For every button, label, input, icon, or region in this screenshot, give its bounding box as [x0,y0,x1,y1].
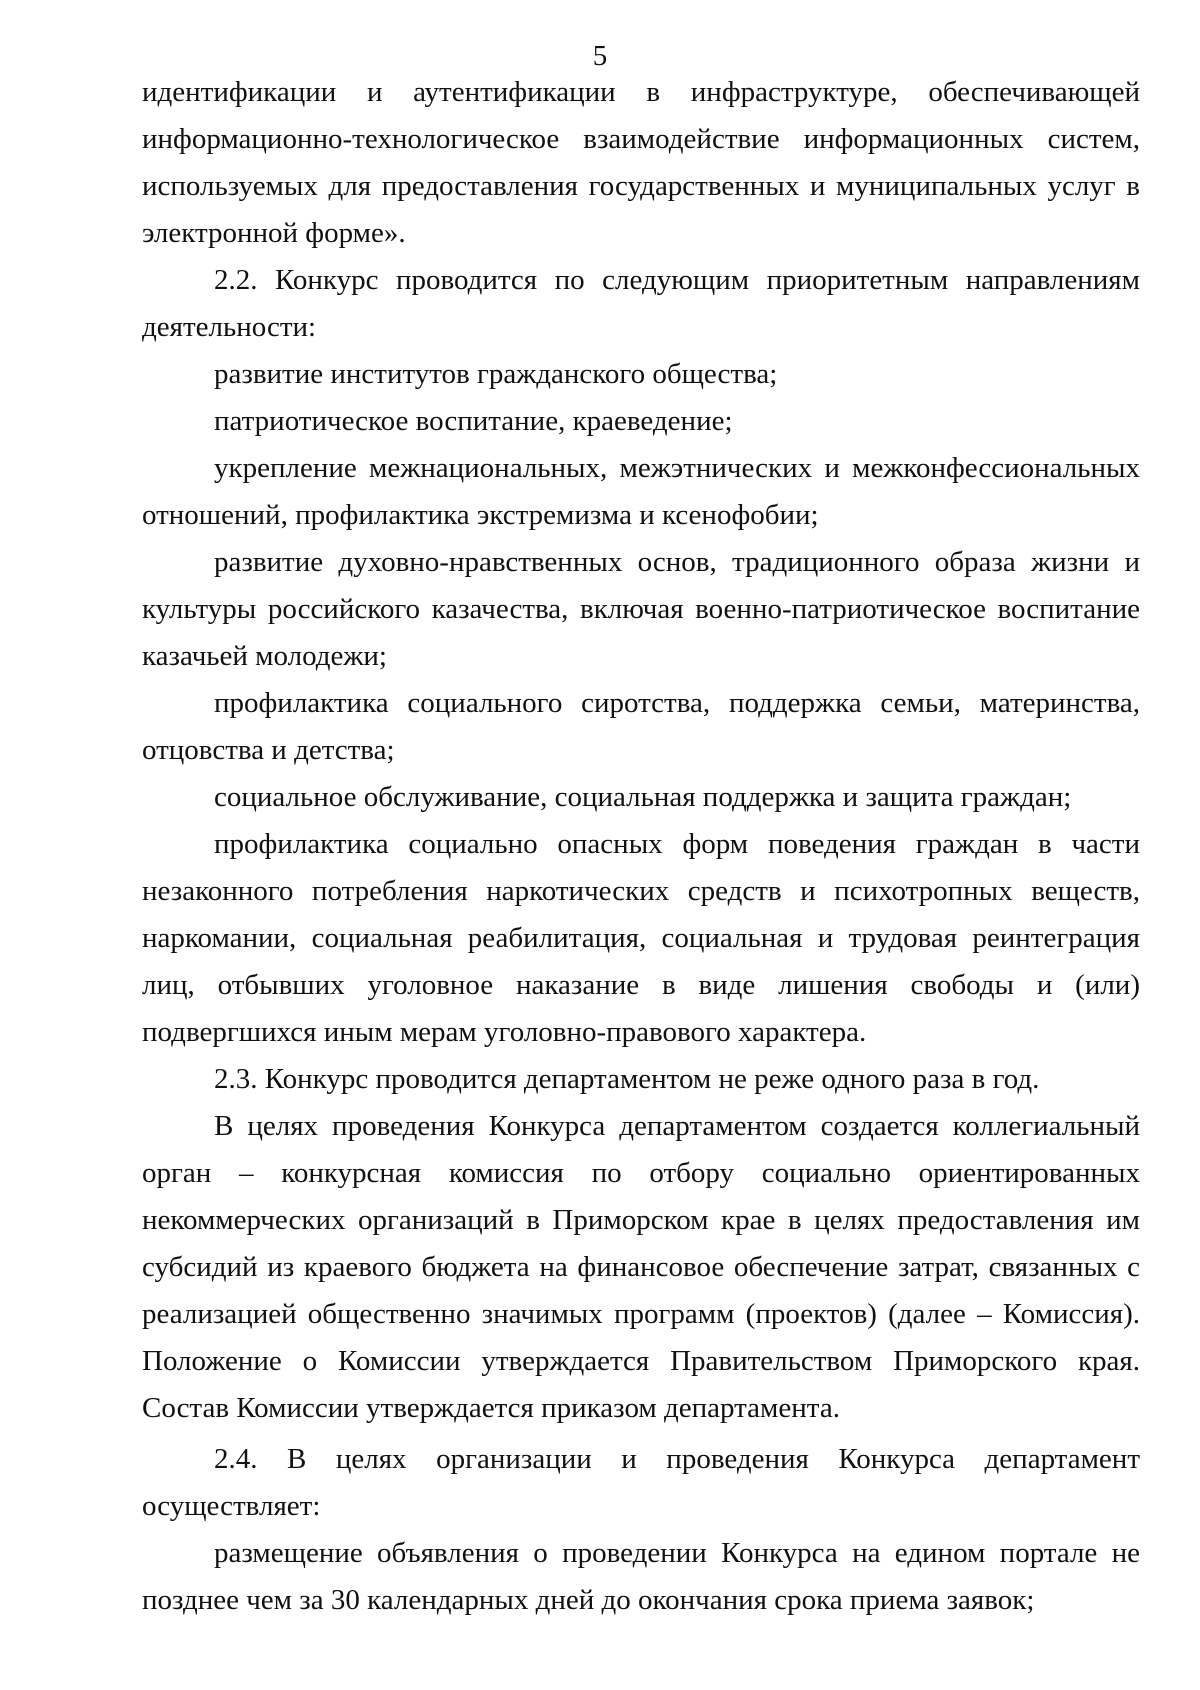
list-item-social-services: социальное обслуживание, социальная поддержка и защита граждан; [214,781,1072,813]
paragraph-2-2: 2.2. Конкурс проводится по следующим приоритетным направлениям деятельности: [142,264,1140,343]
list-item-patriotic-education: патриотическое воспитание, краеведение; [214,405,733,437]
list-item-cossack-culture: развитие духовно-нравственных основ, традиционного образа жизни и культуры российского казачества, включая военно-патриотическое воспитание казачьей молодежи; [142,546,1140,672]
paragraph-continuation: идентификации и аутентификации в инфраструктуре, обеспечивающей информационно-технологическое взаимодействие информационных систем, используемых для предоставления государственных и муниципальных услуг в электронной форме». [142,76,1140,249]
list-item-announcement: размещение объявления о проведении Конкурса на едином портале не позднее чем за 30 календарных дней до окончания срока приема заявок; [142,1537,1140,1616]
list-item-drug-prevention: профилактика социально опасных форм поведения граждан в части незаконного потребления наркотических средств и психотропных веществ, наркомании, социальная реабилитация, социальная и трудовая реинтеграция лиц, отбывших уголовное наказание в виде лишения свободы и (или) подвергшихся иным мерам уголовно-правового характера. [142,828,1140,1048]
list-item-interethnic-relations: укрепление межнациональных, межэтнических и межконфессиональных отношений, профилактика экстремизма и ксенофобии; [142,452,1140,531]
list-item-civil-society: развитие институтов гражданского общества; [214,358,778,390]
paragraph-2-4: 2.4. В целях организации и проведения Конкурса департамент осуществляет: [142,1443,1140,1522]
document-body [142,69,1140,1624]
paragraph-2-3: 2.3. Конкурс проводится департаментом не реже одного раза в год. [214,1063,1040,1095]
page-number: 5 [592,40,608,72]
list-item-family-support: профилактика социального сиротства, поддержка семьи, материнства, отцовства и детства; [142,687,1140,766]
paragraph-commission: В целях проведения Конкурса департаментом создается коллегиальный орган – конкурсная комиссия по отбору социально ориентированных некоммерческих организаций в Приморском крае в целях предоставления им субсидий из краевого бюджета на финансовое обеспечение затрат, связанных с реализацией общественно значимых программ (проектов) (далее – Комиссия). Положение о Комиссии утверждается Правительством Приморского края. Состав Комиссии утверждается приказом департамента. [142,1110,1140,1424]
